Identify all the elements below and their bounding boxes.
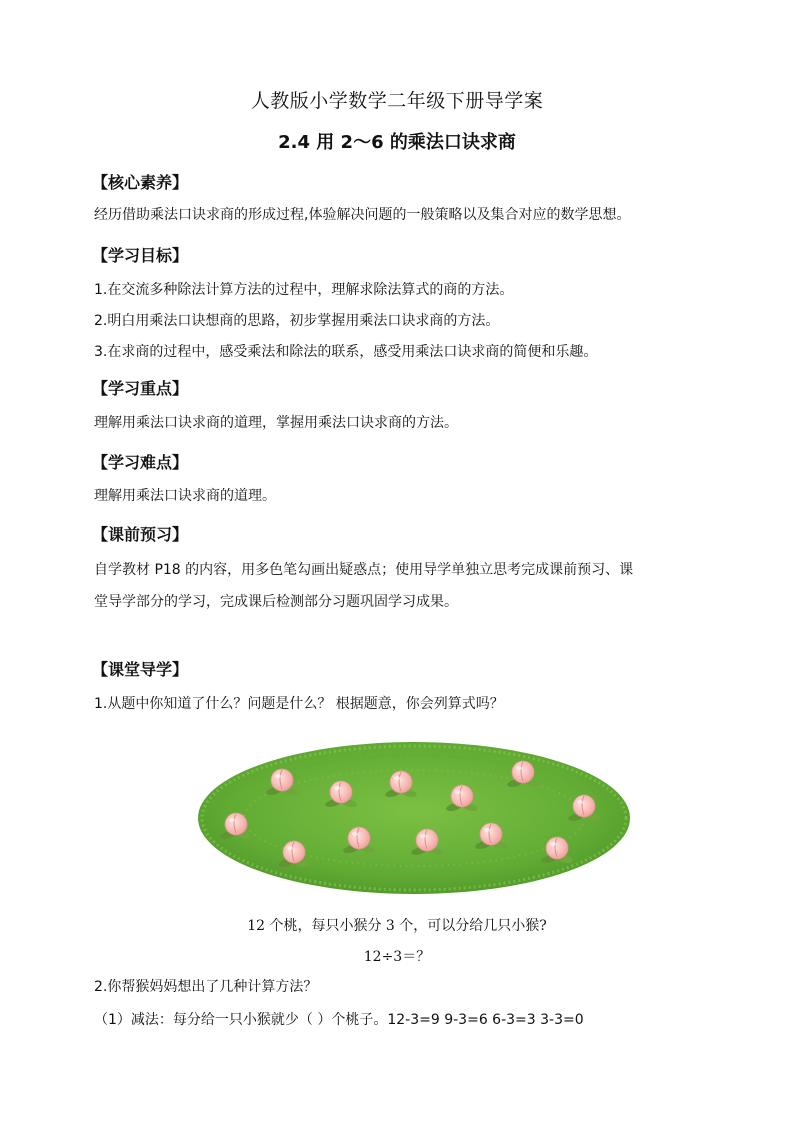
question-2: 2.你帮猴妈妈想出了几种计算方法？ xyxy=(94,979,318,995)
question-2-subtraction: （1）减法：每分给一只小猴就少（ ）个桃子。12-3=9 9-3=6 6-3=3 3-3=0 xyxy=(94,1012,584,1028)
grass-patch xyxy=(198,742,630,894)
heading-preview: 【课前预习】 xyxy=(92,525,189,544)
goal-item-1: 1.在交流多种除法计算方法的过程中，理解求除法算式的商的方法。 xyxy=(94,282,514,298)
lesson-subtitle: 2.4 用 2～6 的乘法口诀求商 xyxy=(278,132,516,153)
goal-item-3: 3.在求商的过程中，感受乘法和除法的联系，感受用乘法口诀求商的简便和乐趣。 xyxy=(94,344,598,360)
difficulties-text: 理解用乘法口诀求商的道理。 xyxy=(94,488,276,504)
core-literacy-text: 经历借助乘法口诀求商的形成过程,体验解决问题的一般策略以及集合对应的数学思想。 xyxy=(94,207,631,223)
peach-grass-illustration xyxy=(196,736,632,896)
heading-core-literacy: 【核心素养】 xyxy=(92,173,189,192)
heading-learning-goals: 【学习目标】 xyxy=(92,246,189,265)
heading-class-guide: 【课堂导学】 xyxy=(92,660,189,679)
illustration-caption: 12 个桃，每只小猴分 3 个，可以分给几只小猴? xyxy=(247,918,547,934)
preview-line-1: 自学教材 P18 的内容，用多色笔勾画出疑惑点；使用导学单独立思考完成课前预习、课 xyxy=(94,562,634,578)
question-1: 1.从题中你知道了什么？问题是什么？ 根据题意，你会列算式吗？ xyxy=(94,696,504,712)
heading-key-points: 【学习重点】 xyxy=(92,379,189,398)
key-points-text: 理解用乘法口诀求商的道理，掌握用乘法口诀求商的方法。 xyxy=(94,415,458,431)
division-equation: 12÷3＝？ xyxy=(363,949,431,965)
page-title: 人教版小学数学二年级下册导学案 xyxy=(250,90,544,112)
goal-item-2: 2.明白用乘法口诀想商的思路，初步掌握用乘法口诀求商的方法。 xyxy=(94,313,500,329)
preview-line-2: 堂导学部分的学习，完成课后检测部分习题巩固学习成果。 xyxy=(94,594,458,610)
heading-difficulties: 【学习难点】 xyxy=(92,453,189,472)
